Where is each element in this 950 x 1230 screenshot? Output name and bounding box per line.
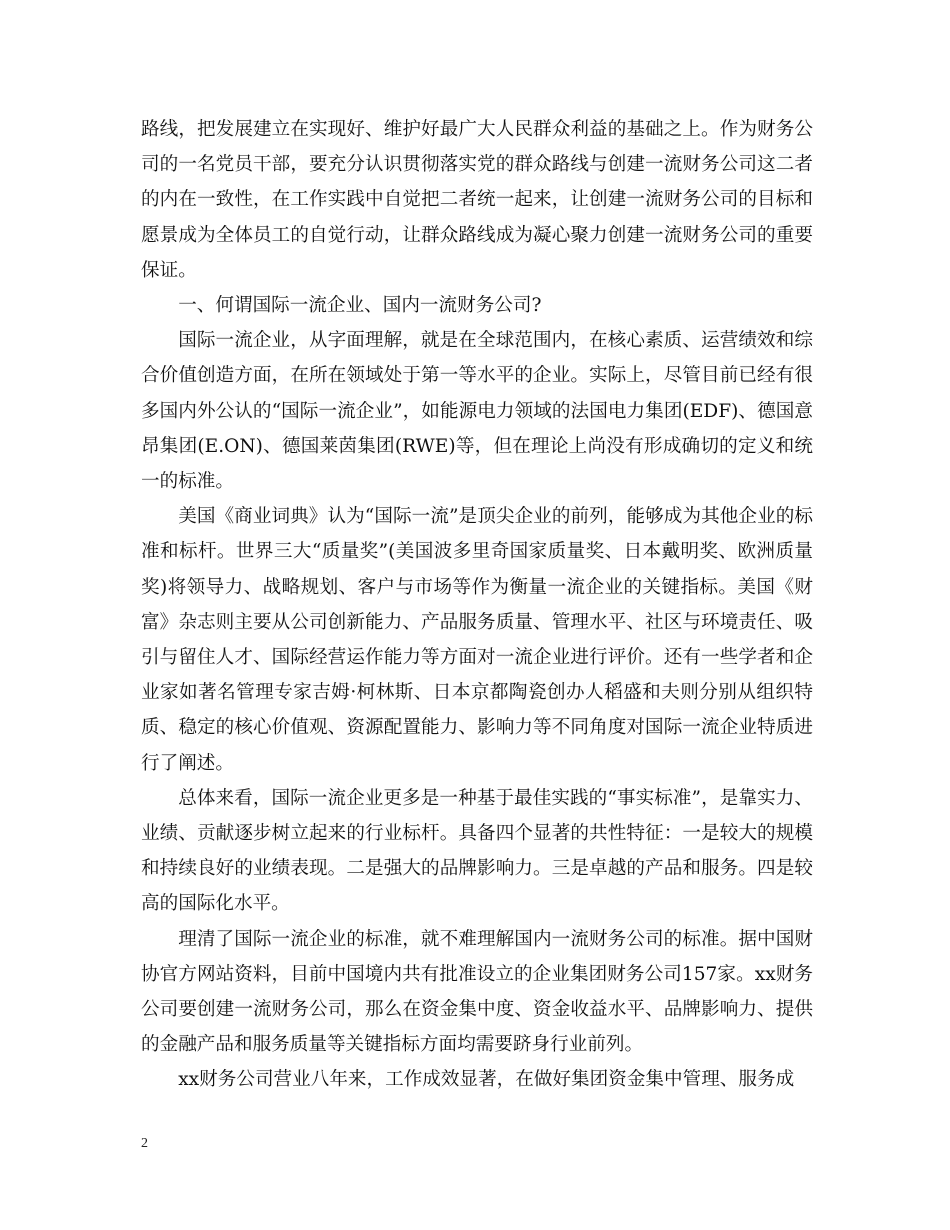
paragraph-continued: 路线，把发展建立在实现好、维护好最广大人民群众利益的基础之上。作为财务公司的一名党员干部，要充分认识贯彻落实党的群众路线与创建一流财务公司这二者的内在一致性，在工作实践中自觉把二者统一起来，让创建一流财务公司的目标和愿景成为全体员工的自觉行动，让群众路线成为凝心聚力创建一流财务公司的重要保证。	[141, 119, 813, 281]
paragraph: 总体来看，国际一流企业更多是一种基于最佳实践的“事实标准”，是靠实力、业绩、贡献逐步树立起来的行业标杆。具备四个显著的共性特征：一是较大的规模和持续良好的业绩表现。二是强大的品牌影响力。三是卓越的产品和服务。四是较高的国际化水平。	[141, 787, 813, 915]
document-body	[141, 112, 813, 1098]
paragraph: 理清了国际一流企业的标准，就不难理解国内一流财务公司的标准。据中国财协官方网站资料，目前中国境内共有批准设立的企业集团财务公司157家。xx财务公司要创建一流财务公司，那么在资金集中度、资金收益水平、品牌影响力、提供的金融产品和服务质量等关键指标方面均需要跻身行业前列。	[141, 928, 813, 1056]
paragraph: xx财务公司营业八年来，工作成效显著，在做好集团资金集中管理、服务成	[178, 1069, 795, 1091]
page-number: 2	[141, 1136, 148, 1151]
section-heading: 一、何谓国际一流企业、国内一流财务公司?	[178, 295, 542, 317]
paragraph: 美国《商业词典》认为“国际一流”是顶尖企业的前列，能够成为其他企业的标准和标杆。世界三大“质量奖”(美国波多里奇国家质量奖、日本戴明奖、欧洲质量奖)将领导力、战略规划、客户与市场等作为衡量一流企业的关键指标。美国《财富》杂志则主要从公司创新能力、产品服务质量、管理水平、社区与环境责任、吸引与留住人才、国际经营运作能力等方面对一流企业进行评价。还有一些学者和企业家如著名管理专家吉姆·柯林斯、日本京都陶瓷创办人稻盛和夫则分别从组织特质、稳定的核心价值观、资源配置能力、影响力等不同角度对国际一流企业特质进行了阐述。	[141, 506, 813, 774]
paragraph: 国际一流企业，从字面理解，就是在全球范围内，在核心素质、运营绩效和综合价值创造方面，在所在领域处于第一等水平的企业。实际上，尽管目前已经有很多国内外公认的“国际一流企业”，如能源电力领域的法国电力集团(EDF)、德国意昂集团(E.ON)、德国莱茵集团(RWE)等，但在理论上尚没有形成确切的定义和统一的标准。	[141, 330, 813, 493]
